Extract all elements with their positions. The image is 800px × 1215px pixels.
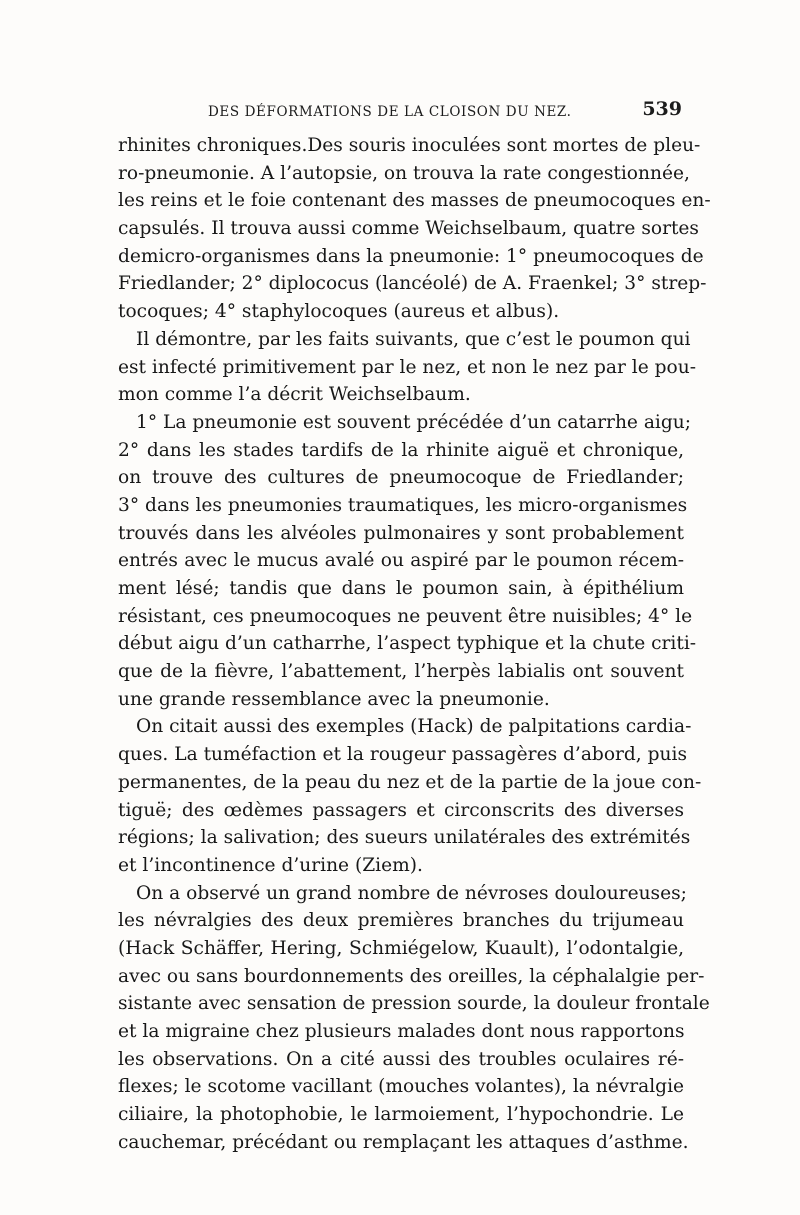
text-line: 2° dans les stades tardifs de la rhinite aiguë et chronique, [118,439,684,461]
text-line: On a observé un grand nombre de névroses douloureuses; [136,882,687,904]
paragraph [118,132,711,326]
text-line: 1° La pneumonie est souvent précédée d’un catarrhe aigu; [136,411,692,433]
text-line: capsulés. Il trouva aussi comme Weichselbaum, quatre sortes [118,218,699,240]
body-text [118,132,711,1156]
text-line: On citait aussi des exemples (Hack) de palpitations cardia- [136,716,692,738]
page-number: 539 [642,98,682,120]
text-line: et la migraine chez plusieurs malades dont nous rapportons [118,1021,685,1042]
page-header [118,96,684,126]
text-line: est infecté primitivement par le nez, et non le nez par le pou- [118,356,697,378]
text-line: mon comme l’a décrit Weichselbaum. [118,384,471,406]
text-line: (Hack Schäffer, Hering, Schmiégelow, Kuault), l’odontalgie, [118,937,684,959]
text-line: cauchemar, précédant ou remplaçant les attaques d’asthme. [118,1131,689,1153]
text-line: trouvés dans les alvéoles pulmonaires y sont probablement [118,522,684,544]
running-head: DES DÉFORMATIONS DE LA CLOISON DU NEZ. [208,104,572,120]
text-line: et l’incontinence d’urine (Ziem). [118,854,423,876]
text-line: début aigu d’un catharrhe, l’aspect typhique et la chute criti- [118,633,697,655]
text-line: on trouve des cultures de pneumocoque de Friedlander; [118,467,684,489]
paragraph [118,713,702,879]
text-line: rhinites chroniques.Des souris inoculées sont mortes de pleu- [118,135,701,156]
text-line: les observations. On a cité aussi des troubles oculaires ré- [118,1048,684,1070]
text-line: ciliaire, la photophobie, le larmoiement, l’hypochondrie. Le [118,1104,684,1126]
text-line: les reins et le foie contenant des masses de pneumocoques en- [118,190,711,212]
text-line: ment lésé; tandis que dans le poumon sain, à épithélium [118,578,684,599]
text-line: que de la fièvre, l’abattement, l’herpès labialis ont souvent [118,661,684,683]
text-line: sistante avec sensation de pression sourde, la douleur frontale [118,993,710,1015]
text-line: tiguë; des œdèmes passagers et circonscrits des diverses [118,799,684,821]
text-line: Friedlander; 2° diplococus (lancéolé) de A. Fraenkel; 3° strep- [118,273,707,295]
text-line: 3° dans les pneumonies traumatiques, les micro-organismes [118,494,688,516]
text-line: résistant, ces pneumocoques ne peuvent être nuisibles; 4° le [118,605,693,627]
paragraph [118,326,697,409]
text-line: demicro-organismes dans la pneumonie: 1° pneumocoques de [118,245,704,267]
text-line: avec ou sans bourdonnements des oreilles, la céphalalgie per- [118,965,705,987]
paragraph [118,409,697,714]
text-line: les névralgies des deux premières branches du trijumeau [118,910,684,932]
paragraph [118,880,710,1157]
text-line: tocoques; 4° staphylocoques (aureus et albus). [118,301,560,323]
text-line: ques. La tuméfaction et la rougeur passagères d’abord, puis [118,744,687,766]
text-line: ro-pneumonie. A l’autopsie, on trouva la rate congestionnée, [118,162,690,184]
text-line: permanentes, de la peau du nez et de la partie de la joue con- [118,771,702,793]
text-line: une grande ressemblance avec la pneumonie. [118,688,550,710]
text-line: flexes; le scotome vacillant (mouches volantes), la névralgie [118,1076,685,1098]
text-line: Il démontre, par les faits suivants, que c’est le poumon qui [136,328,691,350]
text-line: entrés avec le mucus avalé ou aspiré par le poumon récem- [118,550,684,572]
text-line: régions; la salivation; des sueurs unilatérales des extrémités [118,827,691,849]
